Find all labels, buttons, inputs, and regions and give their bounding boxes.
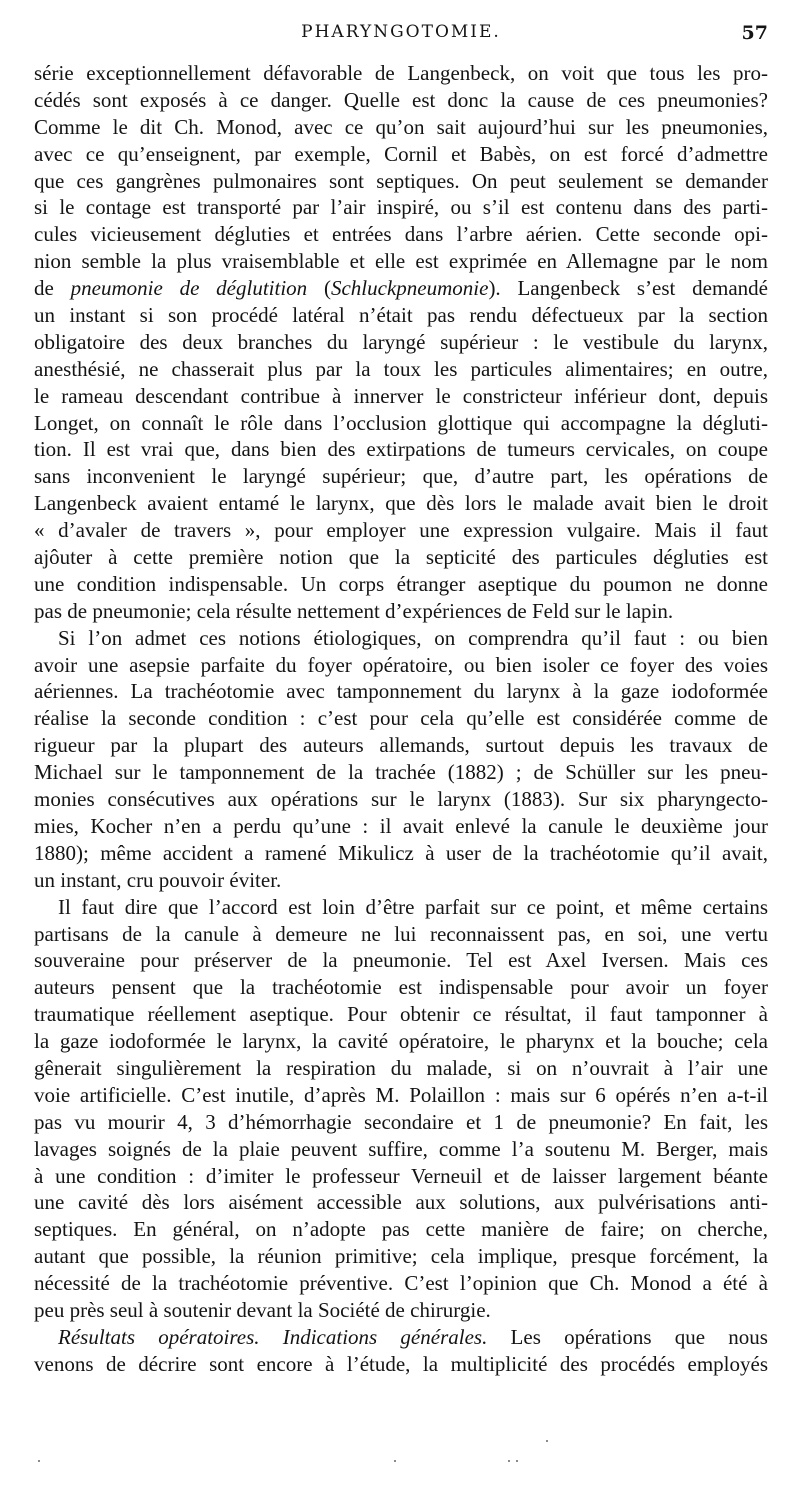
text-line: le rameau descendant contribue à innerver le constricteur inférieur dont, depuis [34, 383, 768, 408]
text-run: ). Langenbeck s’est demandé [488, 276, 768, 301]
text-line: série exceptionnellement défavorable de Langenbeck, on voit que tous les pro- [34, 61, 768, 85]
text-line: monies consécutives aux opérations sur le larynx (1883). Sur six pharyngecto- [34, 787, 768, 812]
scan-speck [38, 1460, 40, 1462]
text-line: si le contage est transporté par l’air inspiré, ou s’il est contenu dans des parti- [34, 195, 768, 220]
text-line: un instant si son procédé latéral n’était pas rendu défectueux par la section [34, 303, 768, 328]
text-line: Langenbeck avaient entamé le larynx, que dès lors le malade avait bien le droit [34, 491, 768, 516]
text-line: avec ce qu’enseignent, par exemple, Cornil et Babès, on est forcé d’admettre [34, 141, 768, 166]
text-line: nion semble la plus vraisemblable et elle est exprimée en Allemagne par le nom [34, 249, 768, 274]
text-line: un instant, cru pouvoir éviter. [34, 867, 282, 892]
text-line: souveraine pour préserver de la pneumonie. Tel est Axel Iversen. Mais ces [34, 948, 768, 973]
text-line: sans inconvenient le laryngé supérieur; que, d’autre part, les opérations de [34, 464, 768, 489]
text-line: ajôuter à cette première notion que la septicité des particules dégluties est [34, 545, 768, 570]
text-line: rigueur par la plupart des auteurs allemands, surtout depuis les travaux de [34, 733, 768, 758]
text-line: 1880); même accident a ramené Mikulicz à user de la trachéotomie qu’il avait, [34, 840, 768, 865]
scan-speck [546, 1440, 548, 1442]
text-line: obligatoire des deux branches du laryngé supérieur : le vestibule du larynx, [34, 329, 768, 354]
text-line: Si l’on admet ces notions étiologiques, on comprendra qu’il faut : ou bien [58, 625, 768, 650]
text-line: tion. Il est vrai que, dans bien des extirpations de tumeurs cervicales, on coupe [34, 437, 768, 462]
text-line: Longet, on connaît le rôle dans l’occlusion glottique qui accompagne la dégluti- [34, 410, 768, 435]
body-text [34, 60, 768, 1378]
text-line: auteurs pensent que la trachéotomie est indispensable pour avoir un foyer [34, 975, 768, 1000]
text-line: lavages soignés de la plaie peuvent suffire, comme l’a soutenu M. Berger, mais [34, 1136, 768, 1161]
text-line: traumatique réellement aseptique. Pour obtenir ce résultat, il faut tamponner à [34, 1002, 768, 1027]
text-line: que ces gangrènes pulmonaires sont septiques. On peut seulement se demander [34, 168, 768, 193]
scan-specks [34, 1456, 768, 1470]
text-line: une condition indispensable. Un corps étranger aseptique du poumon ne donne [34, 571, 768, 596]
scan-speck [508, 1460, 510, 1462]
text-run: Les opérations que nous [487, 1324, 768, 1349]
text-line: gênerait singulièrement la respiration du malade, si on n’ouvrait à l’air une [34, 1055, 768, 1080]
text-line: peu près seul à soutenir devant la Société de chirurgie. [34, 1297, 491, 1322]
italic-term: Schluckpneumonie [330, 276, 489, 301]
text-line: aériennes. La trachéotomie avec tamponnement du larynx à la gaze iodoformée [34, 679, 768, 704]
text-run: ( [307, 276, 331, 301]
text-line: Il faut dire que l’accord est loin d’être parfait sur ce point, et même certains [58, 894, 768, 919]
text-line: à une condition : d’imiter le professeur Verneuil et de laisser largement béante [34, 1163, 768, 1188]
text-line: la gaze iodoformée le larynx, la cavité opératoire, le pharynx et la bouche; cela [34, 1029, 768, 1054]
text-line: autant que possible, la réunion primitive; cela implique, presque forcément, la [34, 1244, 768, 1269]
text-line: anesthésié, ne chasserait plus par la toux les particules alimentaires; en outre, [34, 356, 768, 381]
running-title: PHARYNGOTOMIE. [301, 22, 501, 42]
page-header [34, 22, 768, 52]
text-line: septiques. En général, on n’adopte pas cette manière de faire; on cherche, [34, 1217, 768, 1242]
text-line: voie artificielle. C’est inutile, d’après M. Polaillon : mais sur 6 opérés n’en a-t-il [34, 1082, 768, 1107]
text-line: venons de décrire sont encore à l’étude, la multiplicité des procédés employés [34, 1351, 768, 1376]
text-line: une cavité dès lors aisément accessible aux solutions, aux pulvérisations anti- [34, 1190, 768, 1215]
section-heading: Résultats opératoires. Indications générales. [58, 1324, 488, 1349]
text-line: avoir une asepsie parfaite du foyer opératoire, ou bien isoler ce foyer des voies [34, 652, 768, 677]
text-line: Michael sur le tamponnement de la trachée (1882) ; de Schüller sur les pneu- [34, 760, 768, 785]
italic-term: pneumonie de déglutition [70, 276, 308, 301]
page-number: 57 [741, 22, 768, 44]
scan-speck [516, 1460, 518, 1462]
scan-speck [394, 1460, 396, 1462]
text-line: mies, Kocher n’en a perdu qu’une : il avait enlevé la canule le deuxième jour [34, 813, 768, 838]
text-line: « d’avaler de travers », pour employer une expression vulgaire. Mais il faut [34, 518, 768, 543]
text-line: pas de pneumonie; cela résulte nettement d’expériences de Feld sur le lapin. [34, 598, 674, 623]
text-line [34, 275, 768, 302]
text-line [34, 1324, 768, 1351]
text-line: nécessité de la trachéotomie préventive. C’est l’opinion que Ch. Monod a été à [34, 1271, 768, 1296]
text-run: de [34, 276, 71, 301]
text-line: cules vicieusement dégluties et entrées dans l’arbre aérien. Cette seconde opi- [34, 222, 768, 247]
text-line: réalise la seconde condition : c’est pour cela qu’elle est considérée comme de [34, 706, 768, 731]
text-line: Comme le dit Ch. Monod, avec ce qu’on sait aujourd’hui sur les pneumonies, [34, 114, 768, 139]
text-line: cédés sont exposés à ce danger. Quelle est donc la cause de ces pneumonies? [34, 87, 768, 112]
text-line: partisans de la canule à demeure ne lui reconnaissent pas, en soi, une vertu [34, 921, 768, 946]
text-line: pas vu mourir 4, 3 d’hémorrhagie secondaire et 1 de pneumonie? En fait, les [34, 1109, 768, 1134]
